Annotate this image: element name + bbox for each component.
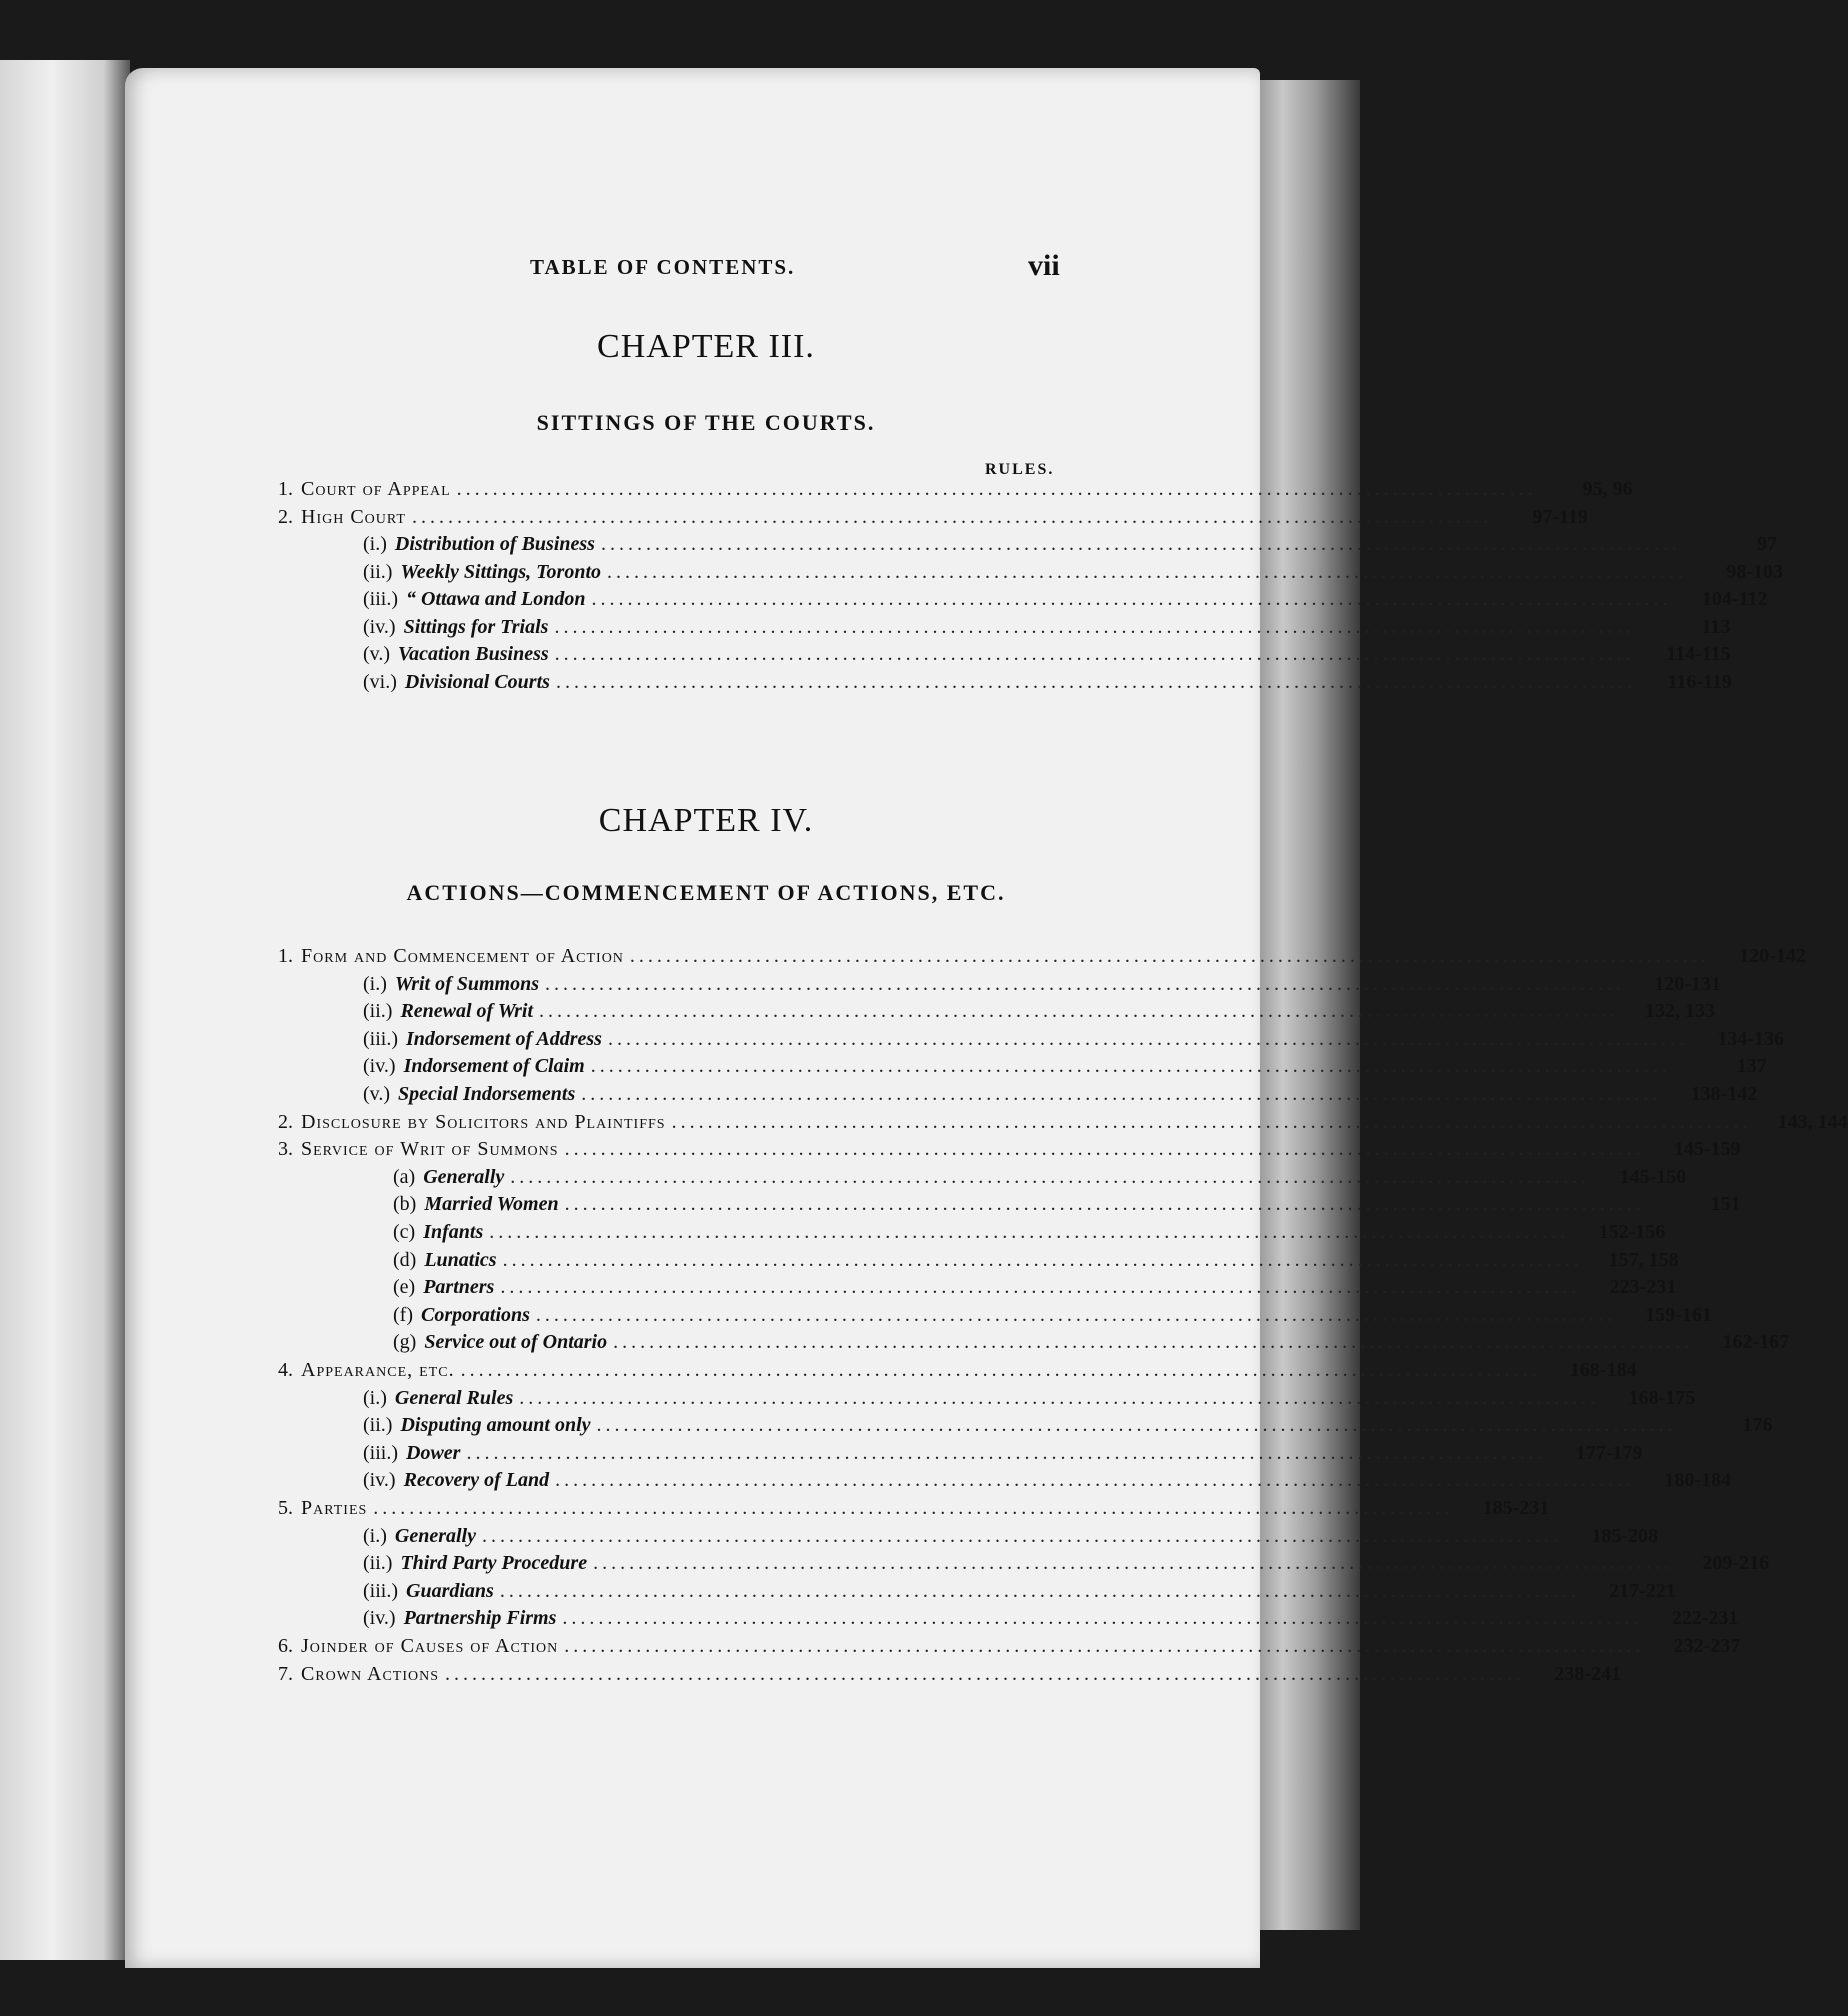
- toc-entry: [363, 1386, 1696, 1415]
- leader-dots: ........................................................................................................................: [554, 615, 1635, 638]
- leader-dots: ........................................................................................................................: [593, 1552, 1674, 1575]
- leader-dots: ........................................................................................................................: [535, 1303, 1616, 1326]
- leader-dots: ........................................................................................................................: [607, 560, 1688, 583]
- toc-entry-title: Partnership Firms: [403, 1607, 557, 1630]
- toc-entry-title: Generally: [394, 1524, 476, 1547]
- toc-entry-title: Parties: [301, 1497, 368, 1519]
- toc-entry-rules: 176: [1742, 1414, 1773, 1437]
- toc-entry-rules: 114-115: [1666, 643, 1731, 665]
- leader-dots: ........................................................................................................................: [555, 670, 1636, 693]
- toc-entry-rules: 98-103: [1726, 560, 1784, 583]
- toc-entry-rules: 168-175: [1628, 1386, 1696, 1409]
- toc-entry-rules: 134-136: [1717, 1027, 1784, 1050]
- page-number: vii: [1028, 249, 1060, 282]
- toc-entry-rules: 223-231: [1609, 1276, 1677, 1299]
- toc-entry-number: (ii.): [363, 1552, 393, 1575]
- toc-entry-number: (iii.): [363, 588, 398, 610]
- toc-entry-title: Renewal of Writ: [400, 1000, 534, 1023]
- toc-entry-number: 4.: [278, 1359, 293, 1381]
- toc-entry-number: 2.: [278, 1110, 293, 1133]
- toc-entry-number: (a): [393, 1165, 416, 1188]
- leader-dots: ........................................................................................................................: [613, 1331, 1694, 1354]
- chapter-4-heading: CHAPTER IV.: [598, 802, 814, 839]
- toc-entry-number: (c): [393, 1221, 416, 1243]
- leader-dots: ........................................................................................................................: [591, 588, 1672, 610]
- leader-dots: ........................................................................................................................: [590, 1055, 1671, 1078]
- toc-entry-number: (i.): [363, 1524, 387, 1547]
- toc-entry-rules: 185-231: [1482, 1497, 1550, 1519]
- toc-entry-number: (i.): [363, 533, 387, 555]
- toc-entry: [393, 1248, 1679, 1277]
- leader-dots: ........................................................................................................................: [510, 1165, 1591, 1188]
- toc-entry-rules: 157, 158: [1608, 1248, 1679, 1271]
- toc-entry-number: 2.: [278, 505, 293, 528]
- leader-dots: ........................................................................................................................: [564, 1193, 1645, 1216]
- toc-entry-number: (iii.): [363, 1441, 398, 1464]
- toc-entry: [363, 1000, 1716, 1028]
- toc-entry: [278, 1635, 1741, 1663]
- toc-entry: [363, 1083, 1758, 1111]
- toc-entry-title: Court of Appeal: [301, 478, 451, 500]
- toc-entry: [363, 1027, 1784, 1056]
- toc-entry: [363, 560, 1784, 589]
- toc-entry-rules: 97: [1756, 533, 1777, 555]
- toc-entry-rules: 137: [1736, 1055, 1767, 1078]
- chapter-4-subheading: ACTIONS—COMMENCEMENT OF ACTIONS, ETC.: [406, 880, 1006, 905]
- toc-entry-title: Sittings for Trials: [403, 615, 549, 638]
- leader-dots: ........................................................................................................................: [499, 1579, 1580, 1602]
- toc-entry-number: 3.: [278, 1138, 293, 1161]
- toc-entry-title: Infants: [423, 1221, 484, 1243]
- toc-entry-number: (i.): [363, 1386, 387, 1409]
- leader-dots: ........................................................................................................................: [502, 1248, 1583, 1271]
- toc-entry: [393, 1303, 1712, 1332]
- leader-dots: ........................................................................................................................: [460, 1359, 1541, 1381]
- leader-dots: ........................................................................................................................: [456, 478, 1537, 500]
- toc-entry-rules: 238-241: [1554, 1662, 1622, 1685]
- leader-dots: ........................................................................................................................: [581, 1083, 1662, 1105]
- toc-entry-rules: 152-156: [1598, 1221, 1666, 1243]
- toc-entry-title: Recovery of Land: [403, 1469, 550, 1492]
- toc-entry-title: Divisional Courts: [404, 670, 550, 693]
- leader-dots: ........................................................................................................................: [489, 1221, 1570, 1243]
- toc-entry-title: Form and Commencement of Action: [301, 945, 624, 967]
- toc-entry-title: Married Women: [424, 1193, 559, 1216]
- toc-entry: [363, 588, 1768, 616]
- toc-entry-title: Disputing amount only: [400, 1414, 591, 1437]
- toc-entry-rules: 145-150: [1619, 1165, 1687, 1188]
- toc-entry: [278, 1359, 1637, 1387]
- toc-entry-rules: 185-208: [1591, 1524, 1658, 1547]
- toc-entry-rules: 222-231: [1671, 1607, 1739, 1630]
- toc-entry-number: 6.: [278, 1635, 293, 1657]
- toc-entry-rules: 113: [1701, 615, 1731, 638]
- leader-dots: ........................................................................................................................: [373, 1497, 1454, 1519]
- toc-entry-rules: 143, 144: [1777, 1110, 1848, 1133]
- toc-entry-title: Lunatics: [424, 1248, 497, 1271]
- leader-dots: ........................................................................................................................: [411, 505, 1492, 528]
- toc-entry-title: Corporations: [420, 1303, 530, 1326]
- toc-entry-number: (v.): [363, 1083, 391, 1105]
- toc-entry: [363, 972, 1722, 1001]
- toc-entry-number: (ii.): [363, 560, 393, 583]
- toc-entry: [393, 1276, 1677, 1304]
- toc-entry-rules: 180-184: [1664, 1469, 1732, 1492]
- running-head-title: TABLE OF CONTENTS.: [530, 255, 796, 279]
- toc-entry-rules: 120-142: [1739, 945, 1806, 967]
- toc-entry-number: (g): [393, 1331, 417, 1354]
- leader-dots: ........................................................................................................................: [562, 1607, 1643, 1630]
- toc-entry: [363, 533, 1777, 561]
- toc-entry-number: (v.): [363, 643, 391, 665]
- toc-entry-rules: 132, 133: [1645, 1000, 1716, 1023]
- leader-dots: ........................................................................................................................: [554, 643, 1635, 665]
- toc-entry-title: Appearance, etc.: [301, 1359, 455, 1381]
- toc-entry-number: (vi.): [363, 670, 397, 693]
- toc-entry-rules: 159-161: [1645, 1303, 1712, 1326]
- toc-entry-title: High Court: [301, 505, 406, 528]
- toc-entry-number: (iv.): [363, 1055, 396, 1078]
- leader-dots: ........................................................................................................................: [607, 1027, 1688, 1050]
- toc-entry-number: (ii.): [363, 1414, 393, 1437]
- toc-entry-rules: 104-112: [1701, 588, 1768, 610]
- toc-entry: [393, 1221, 1666, 1249]
- toc-entry-rules: 97-119: [1532, 505, 1588, 528]
- toc-entry: [363, 670, 1732, 699]
- toc-entry: [278, 505, 1588, 534]
- leader-dots: ........................................................................................................................: [600, 533, 1681, 555]
- toc-entry-rules: 232-237: [1673, 1635, 1741, 1657]
- toc-entry-title: Partners: [423, 1276, 495, 1299]
- toc-entry: [278, 1138, 1741, 1166]
- toc-entry-rules: 162-167: [1722, 1331, 1790, 1354]
- toc-entry: [363, 1524, 1658, 1553]
- toc-entry-title: Joinder of Causes of Action: [301, 1635, 559, 1657]
- toc-entry: [363, 1441, 1643, 1470]
- toc-entry-title: Writ of Summons: [394, 972, 540, 995]
- toc-entry-rules: 168-184: [1569, 1359, 1637, 1381]
- toc-entry-number: (i.): [363, 972, 387, 995]
- leader-dots: ........................................................................................................................: [596, 1414, 1677, 1437]
- leader-dots: ........................................................................................................................: [519, 1386, 1600, 1409]
- toc-entry-title: Distribution of Business: [394, 533, 595, 555]
- toc-entry-title: Third Party Procedure: [400, 1552, 588, 1575]
- toc-entry-rules: 177-179: [1575, 1441, 1643, 1464]
- toc-entry-number: (e): [393, 1276, 416, 1299]
- toc-entry: [363, 1055, 1767, 1083]
- toc-entry-title: Indorsement of Claim: [403, 1055, 585, 1078]
- toc-entry: [363, 1414, 1773, 1442]
- toc-entry-number: (iii.): [363, 1579, 398, 1602]
- toc-entry-rules: 95, 96: [1582, 478, 1633, 500]
- toc-entry-title: Vacation Business: [398, 643, 549, 665]
- toc-entry-number: (iv.): [363, 615, 396, 638]
- toc-entry-number: (iii.): [363, 1027, 398, 1050]
- toc-entry: [363, 1552, 1770, 1580]
- toc-entry-title: Guardians: [406, 1579, 494, 1602]
- toc-entry-number: 7.: [278, 1662, 293, 1685]
- toc-entry-title: Service out of Ontario: [424, 1331, 608, 1354]
- toc-entry: [393, 1331, 1790, 1359]
- toc-entry: [278, 1497, 1550, 1525]
- toc-entry-number: 5.: [278, 1497, 293, 1519]
- toc-entry-rules: 145-159: [1673, 1138, 1741, 1161]
- toc-entry: [363, 1469, 1732, 1497]
- toc-entry: [363, 1579, 1676, 1608]
- toc-entry-title: Dower: [406, 1441, 461, 1464]
- toc-entry-rules: 138-142: [1690, 1083, 1758, 1105]
- toc-entry-title: “ Ottawa and London: [406, 588, 586, 610]
- toc-entry: [363, 615, 1731, 644]
- toc-entry: [278, 478, 1633, 506]
- chapter-3-heading: CHAPTER III.: [597, 328, 815, 365]
- toc-entry: [393, 1193, 1741, 1221]
- leader-dots: ........................................................................................................................: [545, 972, 1626, 995]
- toc-entry-rules: 151: [1710, 1193, 1741, 1216]
- toc-entry-number: (b): [393, 1193, 417, 1216]
- leader-dots: ........................................................................................................................: [500, 1276, 1581, 1299]
- toc-entry: [278, 1662, 1622, 1691]
- toc-entry: [363, 1607, 1739, 1635]
- toc-entry-rules: 209-216: [1702, 1552, 1770, 1575]
- toc-entry: [363, 643, 1731, 671]
- rules-column-label: RULES.: [985, 461, 1055, 478]
- toc-entry: [393, 1165, 1687, 1194]
- toc-entry-number: (iv.): [363, 1469, 396, 1492]
- toc-entry-number: (d): [393, 1248, 417, 1271]
- leader-dots: ........................................................................................................................: [466, 1441, 1547, 1464]
- leader-dots: ........................................................................................................................: [539, 1000, 1620, 1023]
- chapter-3-subheading: SITTINGS OF THE COURTS.: [536, 410, 876, 435]
- toc-entry-number: 1.: [278, 945, 293, 967]
- toc-entry-title: Service of Writ of Summons: [301, 1138, 559, 1161]
- leader-dots: ........................................................................................................................: [555, 1469, 1636, 1492]
- leader-dots: ........................................................................................................................: [629, 945, 1710, 967]
- leader-dots: ........................................................................................................................: [671, 1110, 1752, 1133]
- toc-entry: [278, 945, 1806, 973]
- toc-entry-title: Disclosure by Solicitors and Plaintiffs: [301, 1110, 666, 1133]
- leader-dots: ........................................................................................................................: [564, 1635, 1645, 1657]
- toc-entry-title: Generally: [423, 1165, 505, 1188]
- toc-entry-rules: 120-131: [1654, 972, 1722, 995]
- toc-entry-rules: 217-221: [1609, 1579, 1676, 1602]
- toc-entry-number: (f): [393, 1303, 413, 1326]
- leader-dots: ........................................................................................................................: [445, 1662, 1526, 1685]
- toc-entry-rules: 116-119: [1667, 670, 1732, 693]
- toc-entry-number: (ii.): [363, 1000, 393, 1023]
- leader-dots: ........................................................................................................................: [564, 1138, 1645, 1161]
- toc-entry-number: (iv.): [363, 1607, 396, 1630]
- toc-entry-title: Special Indorsements: [398, 1083, 576, 1105]
- toc-entry-title: General Rules: [394, 1386, 514, 1409]
- toc-entry-number: 1.: [278, 478, 293, 500]
- toc-entry-title: Indorsement of Address: [406, 1027, 602, 1050]
- toc-entry: [278, 1110, 1848, 1139]
- toc-entry-title: Weekly Sittings, Toronto: [400, 560, 602, 583]
- toc-entry-title: Crown Actions: [301, 1662, 440, 1685]
- leader-dots: ........................................................................................................................: [481, 1524, 1562, 1547]
